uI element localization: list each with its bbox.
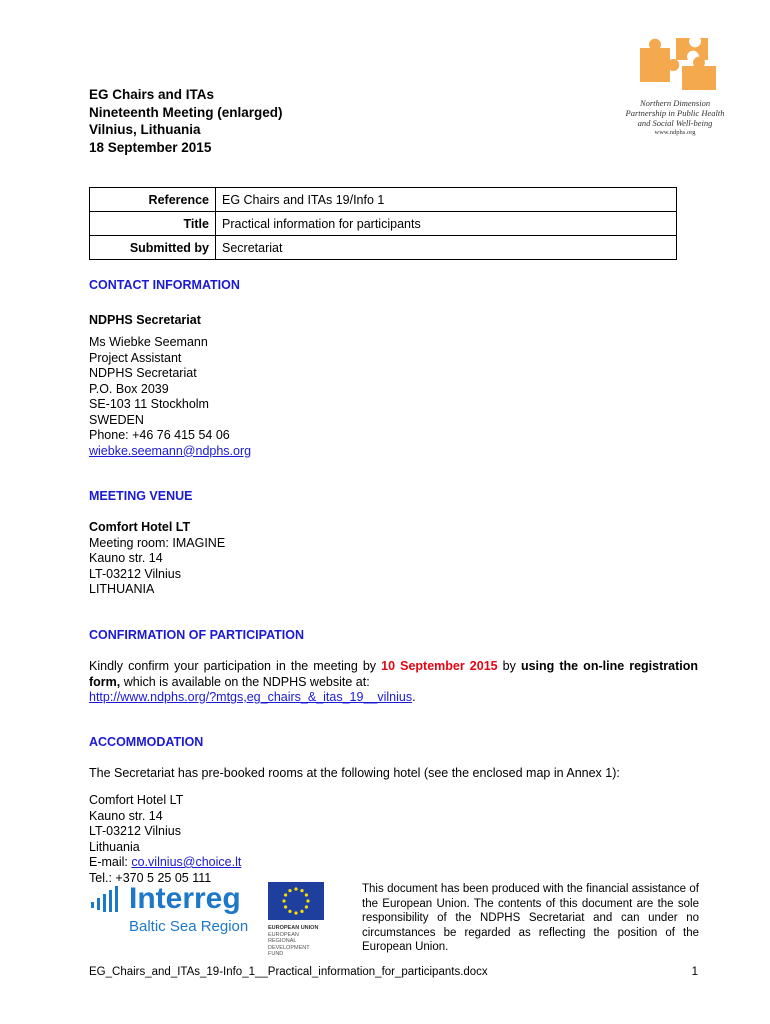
eu-star-icon [284, 893, 287, 896]
eu-star-icon [306, 899, 309, 902]
venue-line: LITHUANIA [89, 582, 155, 596]
logo-url: www.ndphs.org [654, 129, 696, 136]
venue-name: Comfort Hotel LT [89, 520, 191, 534]
eu-star-icon [305, 905, 308, 908]
eu-labels [268, 925, 328, 958]
hotel-email-label: E-mail: [89, 855, 132, 869]
hotel-tel: Tel.: +370 5 25 05 111 [89, 870, 212, 885]
header-line-1: EG Chairs and ITAs [89, 87, 215, 102]
logo-caption [600, 98, 750, 138]
eu-label-2: EUROPEAN [268, 931, 299, 938]
eu-flag-icon [268, 882, 324, 920]
footer-filename: EG_Chairs_and_ITAs_19-Info_1__Practical_information_for_participants.docx [89, 966, 488, 978]
confirmation-heading: CONFIRMATION OF PARTICIPATION [89, 628, 305, 642]
confirmation-text-1: Kindly confirm your participation in the meeting by [89, 659, 382, 673]
registration-url-link[interactable]: http://www.ndphs.org/?mtgs,eg_chairs_&_itas_19__vilnius [89, 690, 413, 704]
title-value: Practical information for participants [216, 212, 677, 236]
document-header [89, 86, 283, 156]
eu-logo [268, 882, 328, 958]
eu-star-icon [288, 889, 291, 892]
hotel-line: Comfort Hotel LT [89, 793, 184, 807]
eu-label-5: FUND [268, 951, 284, 957]
eu-star-icon [300, 889, 303, 892]
reference-key: Reference [90, 188, 216, 212]
page-number: 1 [691, 966, 698, 978]
header-line-4: 18 September 2015 [89, 139, 212, 155]
contact-line: P.O. Box 2039 [89, 381, 169, 396]
eu-label-4: DEVELOPMENT [268, 944, 310, 951]
ndphs-logo [600, 34, 750, 138]
submitted-by-value: Secretariat [216, 236, 677, 260]
venue-line: Kauno str. 14 [89, 551, 163, 565]
confirmation-paragraph [89, 659, 698, 706]
contact-line: SWEDEN [89, 412, 144, 427]
logo-name-line-1: Northern Dimension [639, 98, 711, 108]
contact-line: NDPHS Secretariat [89, 366, 197, 380]
contact-line: SE-103 11 Stockholm [89, 397, 209, 411]
venue-line: LT-03212 Vilnius [89, 566, 181, 581]
interreg-brand: Interreg [129, 882, 241, 915]
accommodation-intro: The Secretariat has pre-booked rooms at the following hotel (see the enclosed map in Annex 1): [89, 766, 620, 780]
page-footer [89, 966, 698, 978]
eu-star-icon [294, 887, 297, 890]
reference-table [89, 187, 677, 260]
contact-email-link[interactable]: wiebke.seemann@ndphs.org [89, 443, 252, 458]
accommodation-heading: ACCOMMODATION [89, 735, 204, 749]
contact-line: Ms Wiebke Seemann [89, 335, 208, 349]
interreg-signal-icon [89, 884, 127, 914]
venue-line: Meeting room: IMAGINE [89, 535, 226, 550]
hotel-line: Kauno str. 14 [89, 808, 163, 823]
confirmation-bold-text: using the on-line registration form, [89, 659, 698, 689]
confirmation-text-2: by [497, 659, 521, 673]
table-row [90, 212, 677, 236]
eu-star-icon [284, 905, 287, 908]
interreg-region: Baltic Sea Region [129, 918, 249, 935]
logo-name-line-3: and Social Well-being [637, 118, 713, 128]
contact-line: Project Assistant [89, 350, 182, 365]
eu-star-icon [288, 910, 291, 913]
eu-star-icon [305, 893, 308, 896]
header-line-2: Nineteenth Meeting (enlarged) [89, 104, 283, 120]
table-row [90, 236, 677, 260]
eu-label-3: REGIONAL [268, 938, 297, 944]
title-key: Title [90, 212, 216, 236]
submitted-by-key: Submitted by [90, 236, 216, 260]
eu-disclaimer: This document has been produced with the financial assistance of the European Union. The contents of this document are the sole responsibility of the NDPHS Secretariat and can under no circumstances be regarded as reflecting the position of the European Union. [362, 883, 699, 953]
hotel-line: LT-03212 Vilnius [89, 824, 181, 838]
puzzle-logo-icon [636, 34, 732, 94]
contact-address [89, 335, 251, 459]
venue-address [89, 520, 225, 598]
hotel-line: Lithuania [89, 839, 140, 854]
contact-org: NDPHS Secretariat [89, 313, 201, 327]
eu-label-1: EUROPEAN UNION [268, 925, 319, 931]
table-row [90, 188, 677, 212]
eu-star-icon [294, 911, 297, 914]
confirmation-text-3: which is available on the NDPHS website at: [120, 674, 370, 689]
eu-star-icon [300, 910, 303, 913]
header-line-3: Vilnius, Lithuania [89, 122, 201, 137]
hotel-email-link[interactable]: co.vilnius@choice.lt [131, 855, 242, 869]
contact-line: Phone: +46 76 415 54 06 [89, 428, 230, 442]
reference-value: EG Chairs and ITAs 19/Info 1 [216, 188, 677, 212]
confirmation-deadline: 10 September 2015 [381, 659, 498, 673]
contact-heading: CONTACT INFORMATION [89, 278, 240, 292]
venue-heading: MEETING VENUE [89, 489, 193, 503]
logo-name-line-2: Partnership in Public Health [625, 108, 725, 118]
hotel-address [89, 793, 241, 886]
eu-star-icon [282, 899, 285, 902]
confirmation-end: . [412, 690, 416, 704]
